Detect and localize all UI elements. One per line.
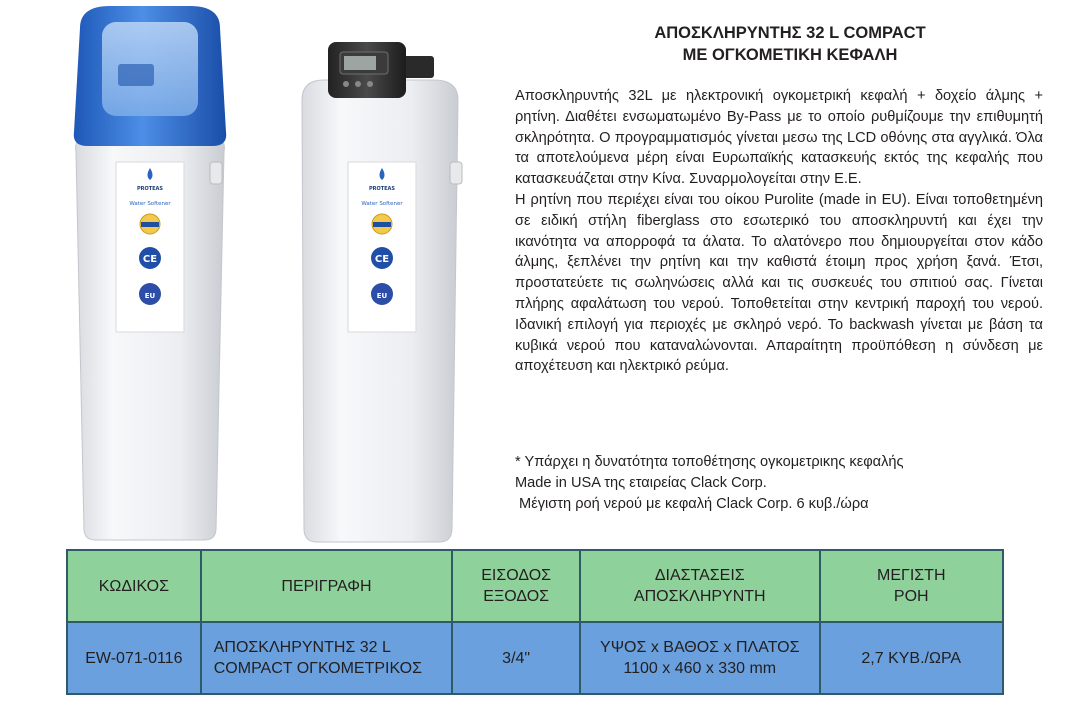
softener-digital-head-image [302,42,462,542]
description-paragraph-1: Αποσκληρυντής 32L με ηλεκτρονική ογκομετρική κεφαλή + δοχείο άλμης + ρητίνη. Διαθέτει ενσωματωμένο By-Pass με το οποίο ρυθμίζουμε την επιθυμητή σκληρότητα. Ο προγραμματισμός γίνεται μεσω της LCD οθόνης στα αγγλικά. Όλα τα αποτελούμενα μέρη είναι Ευρωπαϊκής κατασκευής εκτός της κεφαλής που κατασκευάζεται στην Κίνα. Συναρμολογείται στην Ε.Ε. [515,88,1043,188]
product-title [560,22,1020,66]
product-image-group [40,0,490,550]
svg-text:Water Softener: Water Softener [361,201,403,207]
svg-text:EU: EU [376,292,388,300]
spec-table-header-row [67,550,1003,622]
cell-dims-line2: 1100 x 460 x 330 mm [623,660,777,677]
note-line-3: Μέγιστη ροή νερού με κεφαλή Clack Corp. 6 κυβ./ώρα [515,495,869,512]
header-description: ΠΕΡΙΓΡΑΦΗ [201,550,453,622]
header-io-line2: ΕΞΟΔΟΣ [483,588,550,605]
softener-blue-lid-image [74,6,226,540]
cell-description [201,622,453,694]
note-line-2: Made in USA της εταιρείας Clack Corp. [515,474,767,491]
cell-io: 3/4" [452,622,580,694]
note-line-1: * Υπάρχει η δυνατότητα τοποθέτησης ογκομετρικης κεφαλής [515,454,904,470]
table-row [67,622,1003,694]
cell-desc-line2: COMPACT ΟΓΚΟΜΕΤΡΙΚΟΣ [213,660,422,677]
header-dimensions [580,550,820,622]
header-dims-line2: ΑΠΟΣΚΛΗΡΥΝΤΗ [633,588,766,605]
label-product: Water Softener [129,201,171,207]
header-dims-line1: ΔΙΑΣΤΑΣΕΙΣ [654,567,745,584]
header-flow [820,550,1003,622]
label-brand: PROTEAS [136,186,164,192]
product-title-line1: ΑΠΟΣΚΛΗΡΥΝΤΗΣ 32 L COMPACT [654,24,926,42]
cell-code: EW-071-0116 [67,622,201,694]
header-flow-line1: ΜΕΓΙΣΤΗ [877,567,946,584]
description-paragraph-2: Η ρητίνη που περιέχει είναι του οίκου Purolite (made in EU). Είναι τοποθετημένη σε ειδική στήλη fiberglass στο εσωτερικό του αποσκληρυντή και έχει την ικανότητα να απορροφά τα άλατα. Το αλατόνερο που δημιουργείται στον κάδο άλμης, ξεπλένει την ρητίνη και την καθιστά έτοιμη προς χρήση ξανά. Έτσι, προστατεύετε τις σωληνώσεις αλλά και τις συσκευές του σπιτιού σας. Γίνεται πλήρης αφαλάτωση του νερού. Τοποθετείται στην κεντρική παροχή του νερού. Ιδανική επιλογή για περιοχές με σκληρό νερό. Το backwash γίνεται με βάση τα κυβικά νερού που καταναλώνονται. Απαραίτητη προϋπόθεση η σύνδεση με αποχέτευση και ηλεκτρικό ρεύμα. [515,191,1043,375]
cell-dims-line1: ΥΨΟΣ x ΒΑΘΟΣ x ΠΛΑΤΟΣ [600,639,800,656]
product-note [515,452,1055,514]
header-flow-line2: ΡΟΗ [893,588,929,605]
svg-text:EU: EU [144,292,156,300]
svg-text:PROTEAS: PROTEAS [368,186,396,192]
cell-flow: 2,7 ΚΥΒ./ΩΡΑ [820,622,1003,694]
svg-text:CE: CE [142,254,158,265]
spec-table [66,549,1004,695]
cell-dimensions [580,622,820,694]
svg-text:CE: CE [374,254,390,265]
header-io [452,550,580,622]
product-description [515,86,1043,377]
header-io-line1: ΕΙΣΟΔΟΣ [481,567,552,584]
header-code: ΚΩΔΙΚΟΣ [67,550,201,622]
cell-desc-line1: ΑΠΟΣΚΛΗΡΥΝΤΗΣ 32 L [213,639,391,656]
product-title-line2: ΜΕ ΟΓΚΟΜΕΤΙΚΗ ΚΕΦΑΛΗ [682,46,898,64]
